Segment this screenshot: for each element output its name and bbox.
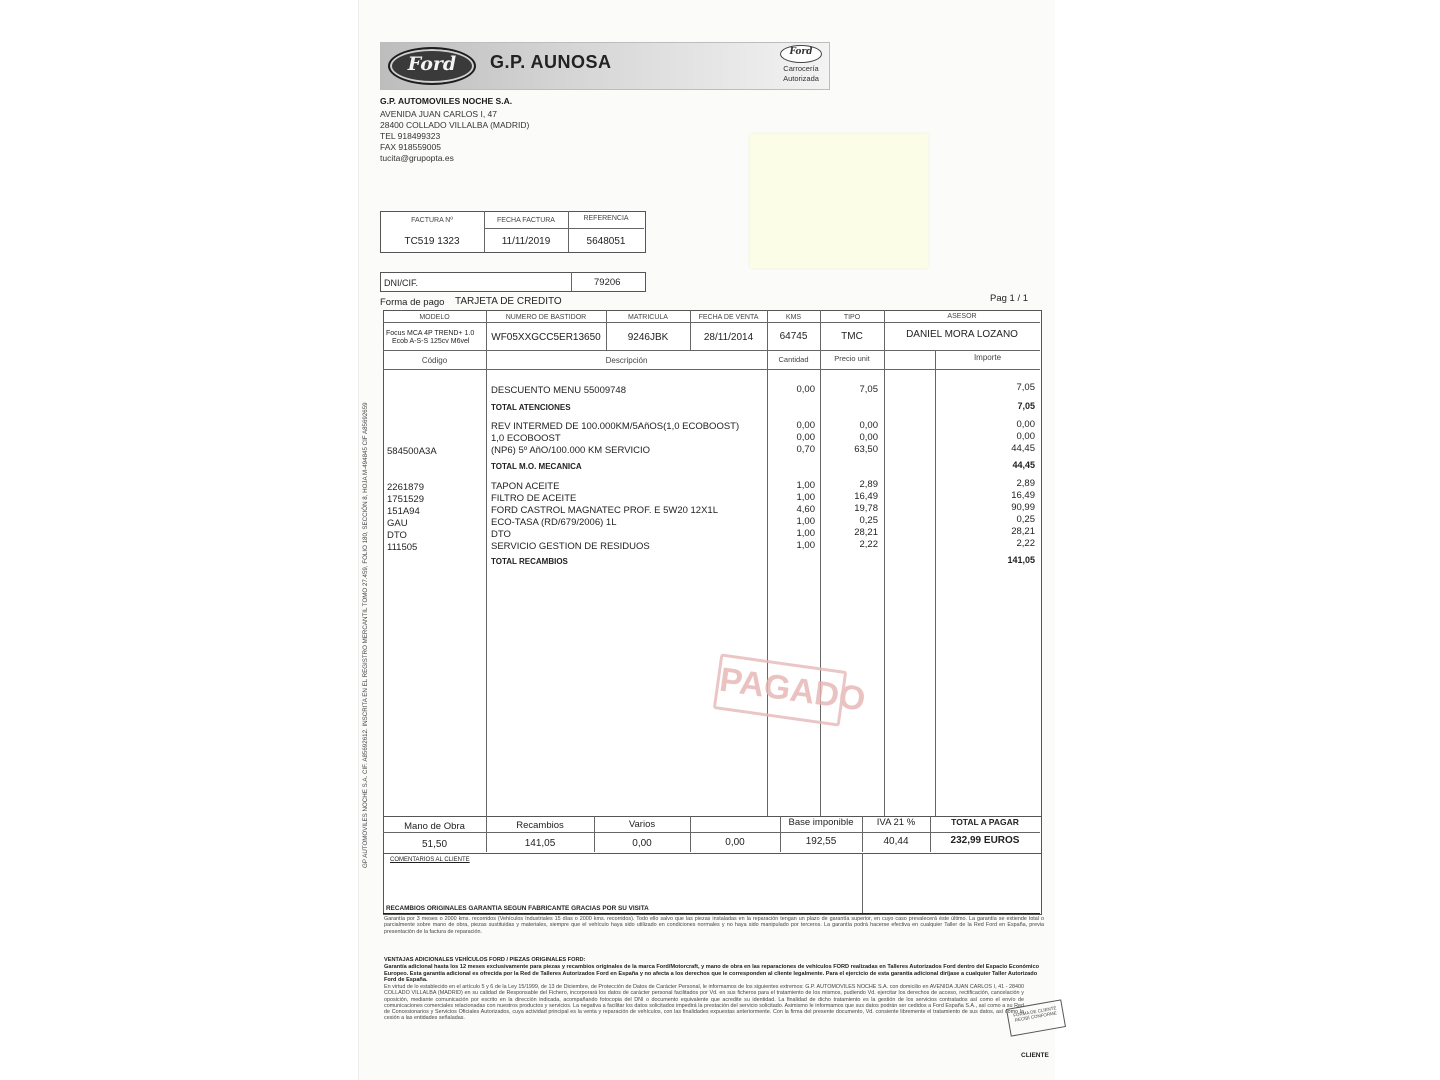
page-number: Pag 1 / 1: [990, 293, 1029, 304]
tax-base-header: Base imponible: [788, 817, 854, 828]
sticky-note: [750, 134, 928, 268]
type-header: TIPO: [843, 314, 861, 321]
kms-value: 64745: [779, 331, 808, 342]
advisor-value: DANIEL MORA LOZANO: [906, 329, 1018, 340]
dni-label: DNI/CIF.: [384, 278, 419, 288]
blank-total: 0,00: [725, 837, 745, 848]
company-city: 28400 COLLADO VILLALBA (MADRID): [380, 120, 530, 130]
dni-value: 79206: [594, 277, 621, 288]
invoice-number: TC519 1323: [404, 236, 460, 247]
company-brand-name: G.P. AUNOSA: [490, 52, 612, 72]
ford-logo: Ford: [388, 47, 476, 85]
data-protection-text: En virtud de lo establecido en el artículo 5 y 6 de la Ley 15/1999, de 13 de Diciembre, de Protección de Datos de Carácter Personal, le informamos de los siguientes extremos: G.P. AUTOMOVILES NOCHE S.A. con domicilio en AVENIDA JUAN CARLOS I, 41 - 28400 COLLADO VILLALBA (MADRID) en su calidad de Responsable del Fichero, incorporará los datos de carácter personal facilitados por Vd. en sus ficheros para el tratamiento de los mismos, pudiendo Vd. ejercitar los derechos de acceso, rectificación, cancelación y oposición, mediante comunicación por escrito en la dirección indicada, acompañando fotocopia del DNI o documento equivalente que acredite su identidad. La finalidad de dicho tratamiento es la gestión de los servicios contratados así como el envío de comunicaciones comerciales relacionadas con nuestros productos y servicios. La negativa a facilitar los datos solicitados impedirá la prestación del servicio solicitado. Asimismo le informamos que sus datos podrán ser cedidos a Ford España S.A., así como a su Red de Concesionarios y Servicios Oficiales Autorizados, cuya actividad principal es la venta y reparación de vehículos, con las finalidades expuestas anteriormente. Con la firma del presente documento, Vd. consiente libremente el tratamiento de sus datos, así como la cesión a las entidades señaladas.: [384, 984, 1024, 1022]
company-fax: FAX 918559005: [380, 142, 441, 152]
payment-label: Forma de pago: [380, 297, 445, 308]
sale-date-value: 28/11/2014: [703, 332, 754, 343]
price-column-header: Precio unit: [834, 354, 870, 363]
invoice-date: 11/11/2019: [501, 236, 551, 247]
vin-value: WF05XXGCC5ER13650: [491, 332, 601, 343]
vehicle-model-line1: Focus MCA 4P TREND+ 1.0: [386, 330, 475, 337]
extra-advantages-title: VENTAJAS ADICIONALES VEHÍCULOS FORD / PIEZAS ORIGINALES FORD:: [384, 957, 586, 963]
company-email: tucita@grupopta.es: [380, 153, 454, 163]
misc-total: 0,00: [632, 838, 652, 849]
customer-copy-label: CLIENTE: [1021, 1052, 1049, 1059]
reference-header: REFERENCIA: [583, 215, 629, 222]
quantity-column-header: Cantidad: [778, 355, 809, 364]
reference-number: 5648051: [586, 236, 626, 247]
invoice-date-header: FECHA FACTURA: [497, 217, 555, 224]
vat-total: 40,44: [883, 836, 909, 847]
company-name: G.P. AUTOMOVILES NOCHE S.A.: [380, 96, 513, 106]
type-value: TMC: [841, 331, 863, 342]
grand-total: 232,99 EUROS: [950, 835, 1020, 846]
invoice-number-header: FACTURA Nº: [411, 217, 453, 224]
registry-vertical-text: GP AUTOMOVILES NOCHE S.A. CIF. A85692612. INSCRITA EN EL REGISTRO MERCANTIL TOMO 27.459, FOLIO 180, SECCIÓN 8, HOJA M-494845 CIF A85692659: [362, 402, 369, 868]
plate-header: MATRICULA: [628, 314, 668, 321]
vat-header: IVA 21 %: [876, 817, 916, 828]
extra-warranty-text: Garantía adicional hasta los 12 meses exclusivamente para piezas y recambios originales de la marca Ford/Motorcraft, y mano de obra en las reparaciones de vehículos FORD realizadas en Talleres Autorizados Ford dentro del Espacio Económico Europeo. Esta garantía adicional es ofrecida por la Red de Talleres Autorizados Ford en España y no afecta a los derechos que le corresponden al cliente legalmente. Para el ejercicio de esta garantía adicional diríjase a cualquier Taller Autorizado Ford de España.: [384, 964, 1040, 983]
description-column-header: Descripción: [605, 356, 648, 365]
company-tel: TEL 918499323: [380, 131, 441, 141]
guarantee-note: RECAMBIOS ORIGINALES GARANTIA SEGUN FABRICANTE GRACIAS POR SU VISITA: [386, 905, 649, 912]
payment-method: TARJETA DE CREDITO: [455, 296, 562, 307]
paid-stamp: PAGADO: [713, 653, 848, 726]
customer-signature-stamp: FORMA DE CLIENTE RECIBÍ CONFORME: [1006, 999, 1066, 1036]
labor-total: 51,50: [421, 839, 448, 850]
ford-badge-logo: Ford: [780, 45, 822, 63]
warranty-text: Garantía por 3 meses o 2000 kms. recorridos (Vehículos Industriales 15 días o 2000 kms. recorridos). Todo ello salvo que las piezas instaladas en la reparación tengan un plazo de garantía superior, en cuyo caso prevalecerá éste último. La garantía se extiende total o parcialmente sobre mano de obra, piezas sustituidas y materiales, siempre que el vehículo haya sido utilizado en condiciones normales y no haya sido manipulado por terceros. La garantía podrá hacerse efectiva en cualquier Taller de la Red Ford en España, previa presentación de la factura de reparación.: [384, 916, 1044, 935]
plate-value: 9246JBK: [627, 332, 669, 343]
code-column-header: Código: [421, 356, 448, 365]
vehicle-model-header: MODELO: [419, 314, 450, 321]
company-address: AVENIDA JUAN CARLOS I, 47: [380, 109, 497, 119]
parts-header: Recambios: [516, 820, 564, 831]
kms-header: KMS: [785, 314, 802, 321]
advisor-header: ASESOR: [947, 313, 977, 320]
vehicle-model-line2: Ecob A-S-S 125cv M6vel: [392, 338, 470, 345]
sale-date-header: FECHA DE VENTA: [698, 314, 759, 321]
misc-header: Varios: [628, 819, 656, 830]
vin-header: NUMERO DE BASTIDOR: [505, 314, 587, 321]
comments-label: COMENTARIOS AL CLIENTE: [390, 857, 470, 863]
tax-base-total: 192,55: [805, 836, 837, 847]
parts-total: 141,05: [524, 838, 556, 849]
authorized-bodyshop-label: Carrocería Autorizada: [783, 64, 819, 83]
amount-column-header: Importe: [973, 353, 1002, 362]
labor-header: Mano de Obra: [404, 821, 465, 832]
total-due-header: TOTAL A PAGAR: [951, 817, 1019, 827]
